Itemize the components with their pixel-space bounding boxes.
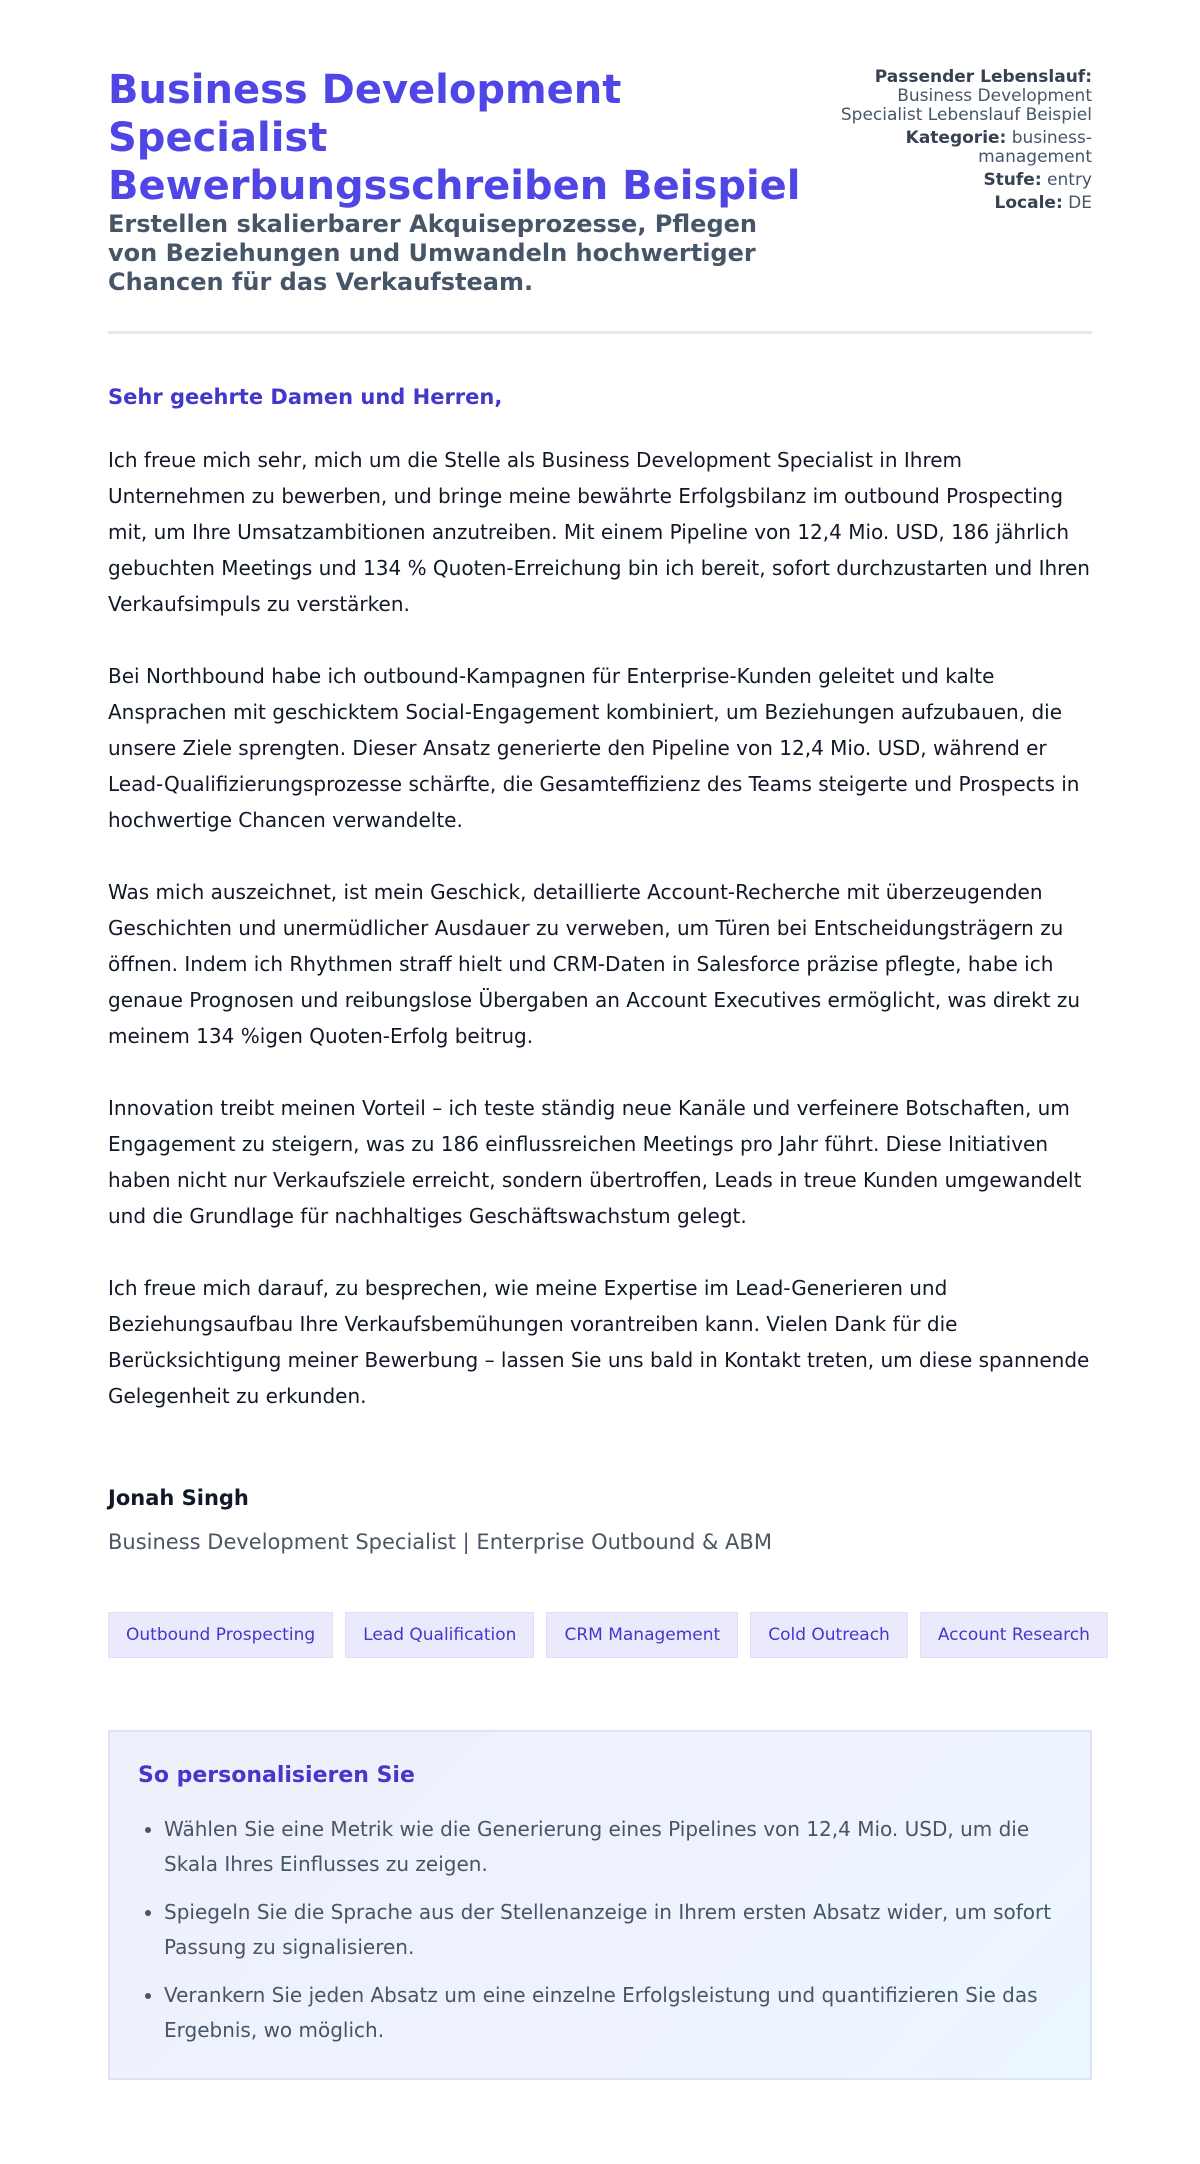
letter-paragraph: Was mich auszeichnet, ist mein Geschick, detaillierte Account-Recherche mit überzeugenden Geschichten und unermüdlicher Ausdauer zu verweben, um Türen bei Entscheidungsträgern zu öffnen. Indem ich Rhythmen straff hielt und CRM-Daten in Salesforce präzise pflegte, habe ich genaue Prognosen und reibungslose Übergaben an Account Executives ermöglicht, was direkt zu meinem 134 %igen Quoten-Erfolg beitrug. bbox=[108, 880, 1081, 1048]
header-divider bbox=[108, 331, 1092, 334]
tips-list bbox=[138, 1812, 1062, 2048]
skill-tags bbox=[108, 1612, 1092, 1658]
letter-paragraph: Ich freue mich darauf, zu besprechen, wie meine Expertise im Lead-Generieren und Beziehungsaufbau Ihre Verkaufsbemühungen vorantreiben kann. Vielen Dank für die Berücksichtigung meiner Bewerbung – lassen Sie uns bald in Kontakt treten, um diese spannende Gelegenheit zu erkunden. bbox=[108, 1276, 1090, 1408]
skill-tag-account-research[interactable]: Account Research bbox=[920, 1612, 1108, 1658]
meta-category-label: Kategorie: bbox=[905, 128, 1007, 148]
personalization-tips-box bbox=[108, 1730, 1092, 2080]
signature-block bbox=[108, 1484, 1092, 1556]
meta-category-value: business-management bbox=[978, 128, 1092, 167]
tip-item: • Spiegeln Sie die Sprache aus der Stellenanzeige in Ihrem ersten Absatz wider, um sofort Passung zu signalisieren. bbox=[164, 1895, 1062, 1965]
meta-level bbox=[832, 171, 1092, 190]
meta-panel bbox=[832, 66, 1092, 217]
meta-level-label: Stufe: bbox=[983, 170, 1042, 190]
skill-tag-outbound-prospecting[interactable]: Outbound Prospecting bbox=[108, 1612, 333, 1658]
skill-tag-lead-qualification[interactable]: Lead Qualification bbox=[345, 1612, 534, 1658]
letter-paragraph: Ich freue mich sehr, mich um die Stelle als Business Development Specialist in Ihrem Unternehmen zu bewerben, und bringe meine bewährte Erfolgsbilanz im outbound Prospecting mit, um Ihre Umsatzambitionen anzutreiben. Mit einem Pipeline von 12,4 Mio. USD, 186 jährlich gebuchten Meetings und 134 % Quoten-Erreichung bin ich bereit, sofort durchzustarten und Ihren Verkaufsimpuls zu verstärken. bbox=[108, 448, 1090, 616]
meta-locale bbox=[832, 194, 1092, 213]
meta-locale-label: Locale: bbox=[994, 193, 1063, 213]
letter-greeting: Sehr geehrte Damen und Herren, bbox=[108, 385, 503, 409]
meta-category bbox=[832, 129, 1092, 167]
meta-matching-resume bbox=[832, 68, 1092, 125]
meta-level-value: entry bbox=[1047, 170, 1092, 190]
signature-title: Business Development Specialist | Enterprise Outbound & ABM bbox=[108, 1530, 772, 1554]
page-subtitle: Erstellen skalierbarer Akquiseprozesse, Pflegen von Beziehungen und Umwandeln hochwertiger Chancen für das Verkaufsteam. bbox=[108, 210, 757, 296]
meta-resume-value: Business Development Specialist Lebenslauf Beispiel bbox=[840, 86, 1092, 125]
tip-item: • Wählen Sie eine Metrik wie die Generierung eines Pipelines von 12,4 Mio. USD, um die Skala Ihres Einflusses zu zeigen. bbox=[164, 1812, 1062, 1882]
page-header bbox=[108, 66, 1092, 297]
letter-paragraph: Bei Northbound habe ich outbound-Kampagnen für Enterprise-Kunden geleitet und kalte Ansprachen mit geschicktem Social-Engagement kombiniert, um Beziehungen aufzubauen, die unsere Ziele sprengten. Dieser Ansatz generierte den Pipeline von 12,4 Mio. USD, während er Lead-Qualifizierungsprozesse schärfte, die Gesamteffizienz des Teams steigerte und Prospects in hochwertige Chancen verwandelte. bbox=[108, 664, 1080, 832]
header-titles bbox=[108, 66, 808, 297]
meta-resume-label: Passender Lebenslauf: bbox=[874, 67, 1092, 87]
letter-body bbox=[108, 384, 1092, 1414]
skill-tag-crm-management[interactable]: CRM Management bbox=[546, 1612, 738, 1658]
skill-tag-cold-outreach[interactable]: Cold Outreach bbox=[750, 1612, 908, 1658]
tips-title: So personalisieren Sie bbox=[138, 1763, 415, 1788]
meta-locale-value: DE bbox=[1068, 193, 1092, 213]
signature-name: Jonah Singh bbox=[108, 1486, 249, 1510]
page-title: Business Development Specialist Bewerbungsschreiben Beispiel bbox=[108, 67, 801, 209]
tip-item: • Verankern Sie jeden Absatz um eine einzelne Erfolgsleistung und quantifizieren Sie das Ergebnis, wo möglich. bbox=[164, 1978, 1062, 2048]
letter-paragraph: Innovation treibt meinen Vorteil – ich teste ständig neue Kanäle und verfeinere Botschaften, um Engagement zu steigern, was zu 186 einflussreichen Meetings pro Jahr führt. Diese Initiativen haben nicht nur Verkaufsziele erreicht, sondern übertroffen, Leads in treue Kunden umgewandelt und die Grundlage für nachhaltiges Geschäftswachstum gelegt. bbox=[108, 1096, 1082, 1228]
